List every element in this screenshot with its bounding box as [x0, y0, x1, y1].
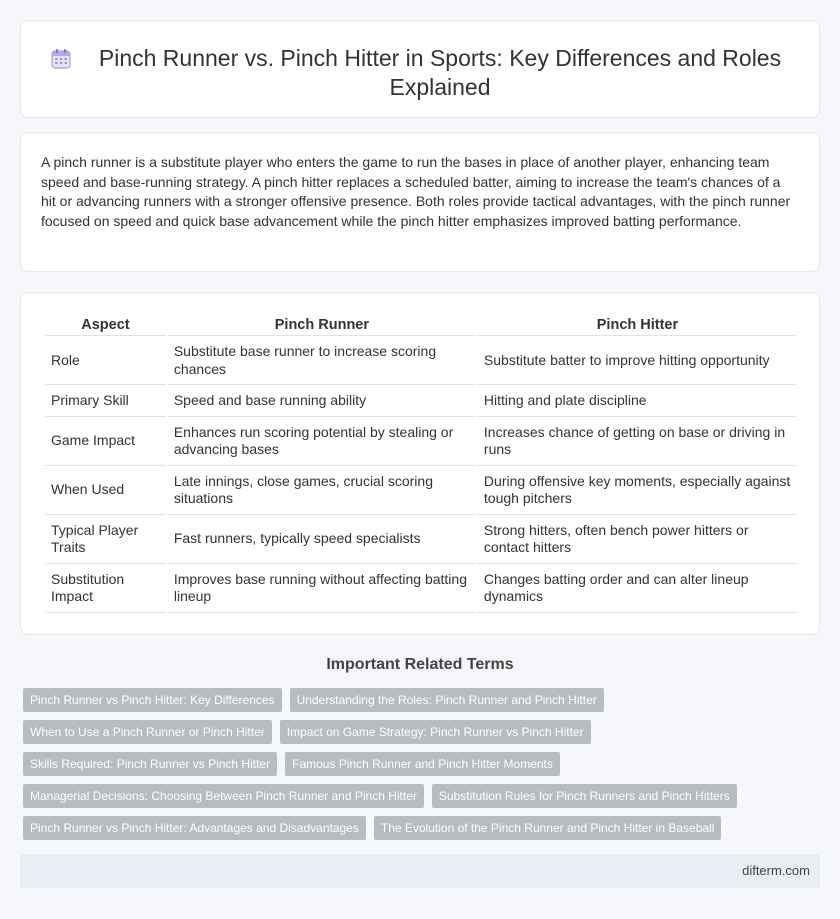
cell-pinch-runner: Enhances run scoring potential by stealing or advancing bases — [168, 417, 476, 466]
related-terms-list — [23, 688, 823, 848]
cell-aspect: When Used — [45, 466, 166, 515]
header-pinch-runner: Pinch Runner — [168, 313, 476, 336]
cell-pinch-runner: Fast runners, typically speed specialists — [168, 515, 476, 564]
site-link[interactable]: difterm.com — [742, 863, 810, 878]
cell-aspect: Game Impact — [45, 417, 166, 466]
table-row — [45, 515, 797, 564]
cell-aspect: Typical Player Traits — [45, 515, 166, 564]
related-term-tag[interactable]: Skills Required: Pinch Runner vs Pinch Hitter — [23, 752, 277, 776]
cell-pinch-hitter: Hitting and plate discipline — [478, 385, 797, 417]
comparison-table — [43, 313, 799, 613]
related-term-tag[interactable]: Understanding the Roles: Pinch Runner and Pinch Hitter — [290, 688, 604, 712]
cell-pinch-runner: Substitute base runner to increase scoring chances — [168, 336, 476, 385]
table-header-row — [45, 313, 797, 336]
related-term-tag[interactable]: The Evolution of the Pinch Runner and Pinch Hitter in Baseball — [374, 816, 722, 840]
cell-pinch-runner: Late innings, close games, crucial scoring situations — [168, 466, 476, 515]
table-row — [45, 336, 797, 385]
cell-aspect: Role — [45, 336, 166, 385]
intro-card — [20, 132, 820, 272]
related-term-tag[interactable]: Managerial Decisions: Choosing Between Pinch Runner and Pinch Hitter — [23, 784, 424, 808]
header-card — [20, 20, 820, 118]
table-row — [45, 564, 797, 613]
related-term-tag[interactable]: Substitution Rules for Pinch Runners and Pinch Hitters — [432, 784, 737, 808]
related-term-tag[interactable]: Pinch Runner vs Pinch Hitter: Key Differences — [23, 688, 282, 712]
related-term-tag[interactable]: Famous Pinch Runner and Pinch Hitter Moments — [285, 752, 560, 776]
cell-aspect: Primary Skill — [45, 385, 166, 417]
intro-paragraph: A pinch runner is a substitute player who enters the game to run the bases in place of another player, enhancing team speed and base-running strategy. A pinch hitter replaces a scheduled batter, aiming to increase the team's chances of a hit or advancing runners with a stronger offensive presence. Both roles provide tactical advantages, with the pinch runner focused on speed and quick base advancement while the pinch hitter emphasizes improved batting performance. — [41, 154, 791, 229]
footer — [20, 854, 820, 888]
cell-pinch-hitter: Strong hitters, often bench power hitters or contact hitters — [478, 515, 797, 564]
cell-pinch-hitter: During offensive key moments, especially against tough pitchers — [478, 466, 797, 515]
cell-pinch-hitter: Substitute batter to improve hitting opportunity — [478, 336, 797, 385]
header-aspect: Aspect — [45, 313, 166, 336]
cell-aspect: Substitution Impact — [45, 564, 166, 613]
cell-pinch-hitter: Increases chance of getting on base or driving in runs — [478, 417, 797, 466]
table-row — [45, 417, 797, 466]
related-term-tag[interactable]: Impact on Game Strategy: Pinch Runner vs Pinch Hitter — [280, 720, 591, 744]
cell-pinch-runner: Speed and base running ability — [168, 385, 476, 417]
header-pinch-hitter: Pinch Hitter — [478, 313, 797, 336]
cell-pinch-hitter: Changes batting order and can alter lineup dynamics — [478, 564, 797, 613]
table-row — [45, 385, 797, 417]
cell-pinch-runner: Improves base running without affecting batting lineup — [168, 564, 476, 613]
comparison-table-card — [20, 292, 820, 635]
related-terms-heading: Important Related Terms — [326, 656, 514, 673]
page-title: Pinch Runner vs. Pinch Hitter in Sports: Key Differences and Roles Explained — [98, 45, 782, 100]
related-term-tag[interactable]: When to Use a Pinch Runner or Pinch Hitter — [23, 720, 272, 744]
related-term-tag[interactable]: Pinch Runner vs Pinch Hitter: Advantages and Disadvantages — [23, 816, 366, 840]
table-row — [45, 466, 797, 515]
